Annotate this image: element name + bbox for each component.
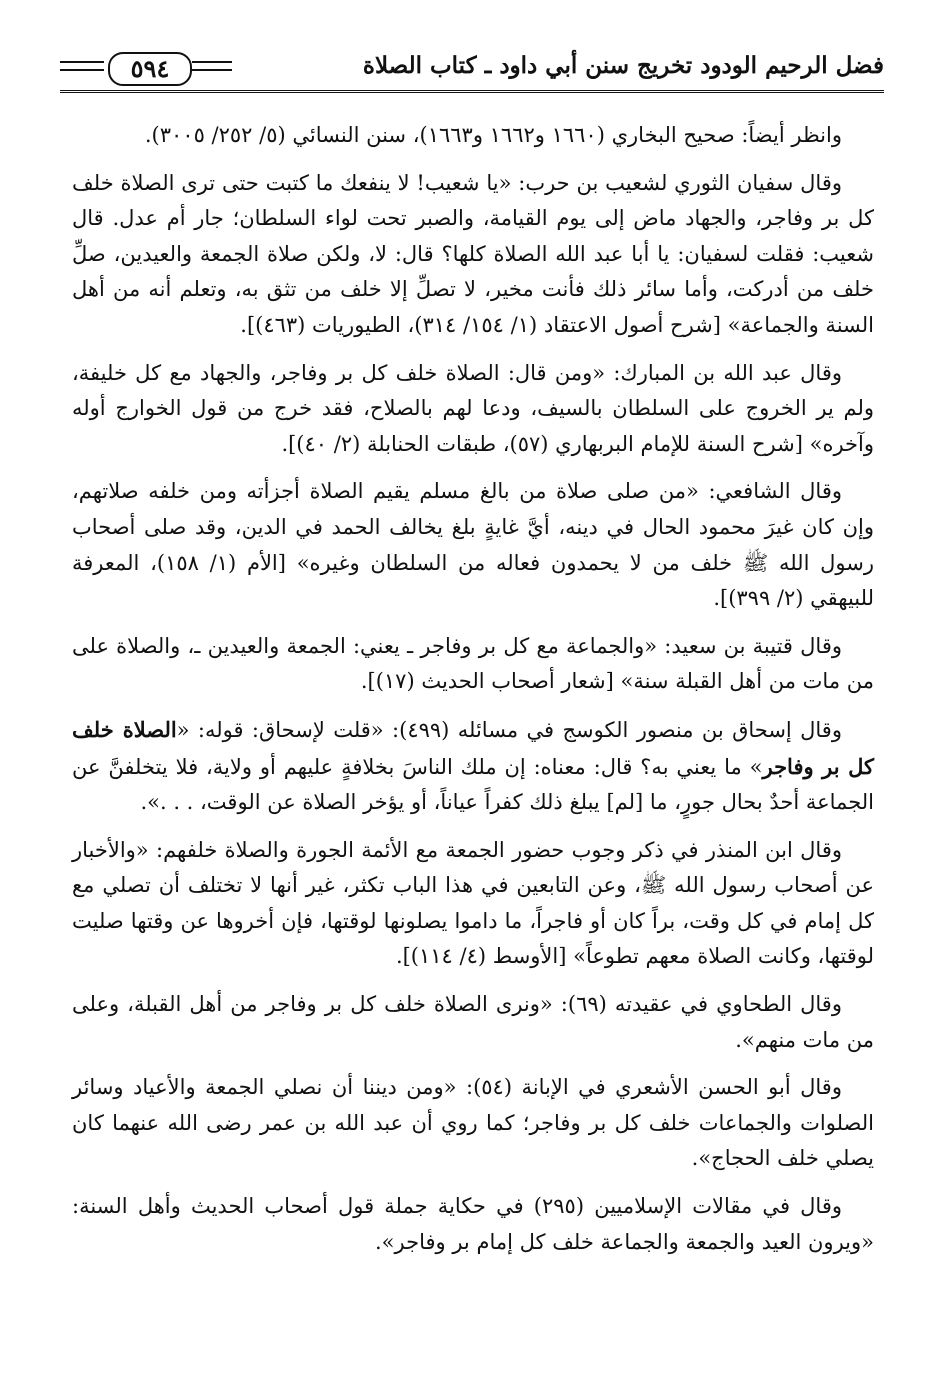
ornament-line-left-top xyxy=(60,61,104,63)
running-title: فضل الرحيم الودود تخريج سنن أبي داود ـ كتاب الصلاة xyxy=(362,52,884,79)
paragraph-ishaq-kawsaj xyxy=(72,712,874,821)
paragraph-text: وقال إسحاق بن منصور الكوسج في مسائله (٤٩٩): «قلت لإسحاق: قوله: « xyxy=(176,717,842,742)
paragraph-ibn-mubarak: وقال عبد الله بن المبارك: «ومن قال: الصلاة خلف كل بر وفاجر، والجهاد مع كل خليفة، ولم ير الخروج على السلطان بالسيف، ودعا لهم بالصلاح، فقد خرج من قول الخوارج أوله وآخره» [شرح السنة للإمام البربهاري (٥٧)، طبقات الحنابلة (٢/ ٤٠)]. xyxy=(72,360,874,456)
header-rule xyxy=(60,90,884,93)
paragraph-ashari-ibanah: وقال أبو الحسن الأشعري في الإبانة (٥٤): «ومن ديننا أن نصلي الجمعة والأعياد وسائر الصلوات والجماعات خلف كل بر وفاجر؛ كما روي أن عبد الله بن عمر رضى الله عنهما كان يصلي خلف الحجاج». xyxy=(72,1075,874,1171)
page-body xyxy=(72,118,874,1272)
paragraph-qutaybah: وقال قتيبة بن سعيد: «والجماعة مع كل بر وفاجر ـ يعني: الجمعة والعيدين ـ، والصلاة على من مات من أهل القبلة سنة» [شعار أصحاب الحديث (١٧)]. xyxy=(72,633,874,694)
ornament-line-left-bottom xyxy=(60,69,104,71)
ornament-line-right-bottom xyxy=(192,69,232,71)
bold-quote: الصلاة خلف كل بر وفاجر xyxy=(72,716,874,779)
page-number: ٥٩٤ xyxy=(108,52,192,86)
page-header xyxy=(60,44,884,96)
paragraph-text: » ما يعني به؟ قال: معناه: إن ملك الناسَ بخلافةٍ عليهم أو ولاية، فلا يتخلفنَّ عن الجماعة أحدٌ بحال جورٍ، ما [لم] يبلغ ذلك كفراً عياناً، أو يؤخر الصلاة عن الوقت، . . .». xyxy=(72,754,874,815)
paragraph-ibn-mundhir: وقال ابن المنذر في ذكر وجوب حضور الجمعة مع الأئمة الجورة والصلاة خلفهم: «والأخبار عن أصحاب رسول الله ﷺ، وعن التابعين في هذا الباب تكثر، غير أنها لا تختلف أن تصلي مع كل إمام في كل وقت، براً كان أو فاجراً، ما داموا يصلونها لوقتها، فإن أخروها عن وقتها صليت لوقتها، وكانت الصلاة معهم تطوعاً» [الأوسط (٤/ ١١٤)]. xyxy=(72,837,874,969)
paragraph-see-also: وانظر أيضاً: صحيح البخاري (١٦٦٠ و١٦٦٢ و١٦٦٣)، سنن النسائي (٥/ ٢٥٢/ ٣٠٠٥). xyxy=(144,123,842,147)
ornament-line-right-top xyxy=(192,61,232,63)
paragraph-sufyan-thawri: وقال سفيان الثوري لشعيب بن حرب: «يا شعيب! لا ينفعك ما كتبت حتى ترى الصلاة خلف كل بر وفاجر، والجهاد ماض إلى يوم القيامة، والصبر تحت لواء السلطان؛ جار أم عدل. قال شعيب: فقلت لسفيان: يا أبا عبد الله الصلاة كلها؟ قال: لا، ولكن صلاة الجمعة والعيدين، صلِّ خلف من أدركت، وأما سائر ذلك فأنت مخير، لا تصلِّ إلا خلف من تثق به، وتعلم أنه من أهل السنة والجماعة» [شرح أصول الاعتقاد (١/ ١٥٤/ ٣١٤)، الطيوريات (٤٦٣)]. xyxy=(72,170,874,337)
paragraph-shafii: وقال الشافعي: «من صلى صلاة من بالغ مسلم يقيم الصلاة أجزأته ومن خلفه صلاتهم، وإن كان غيرَ محمود الحال في دينه، أيَّ غايةٍ بلغ يخالف الحمد في الدين، وقد صلى أصحاب رسول الله ﷺ خلف من لا يحمدون فعاله من السلطان وغيره» [الأم (١/ ١٥٨)، المعرفة للبيهقي (٢/ ٣٩٩)]. xyxy=(72,479,874,611)
page-number-ornament xyxy=(60,52,280,82)
paragraph-ashari-maqalat: وقال في مقالات الإسلاميين (٢٩٥) في حكاية جملة قول أصحاب الحديث وأهل السنة: «ويرون العيد والجمعة والجماعة خلف كل إمام بر وفاجر». xyxy=(72,1194,874,1254)
paragraph-tahawi: وقال الطحاوي في عقيدته (٦٩): «ونرى الصلاة خلف كل بر وفاجر من أهل القبلة، وعلى من مات منهم». xyxy=(72,992,874,1052)
